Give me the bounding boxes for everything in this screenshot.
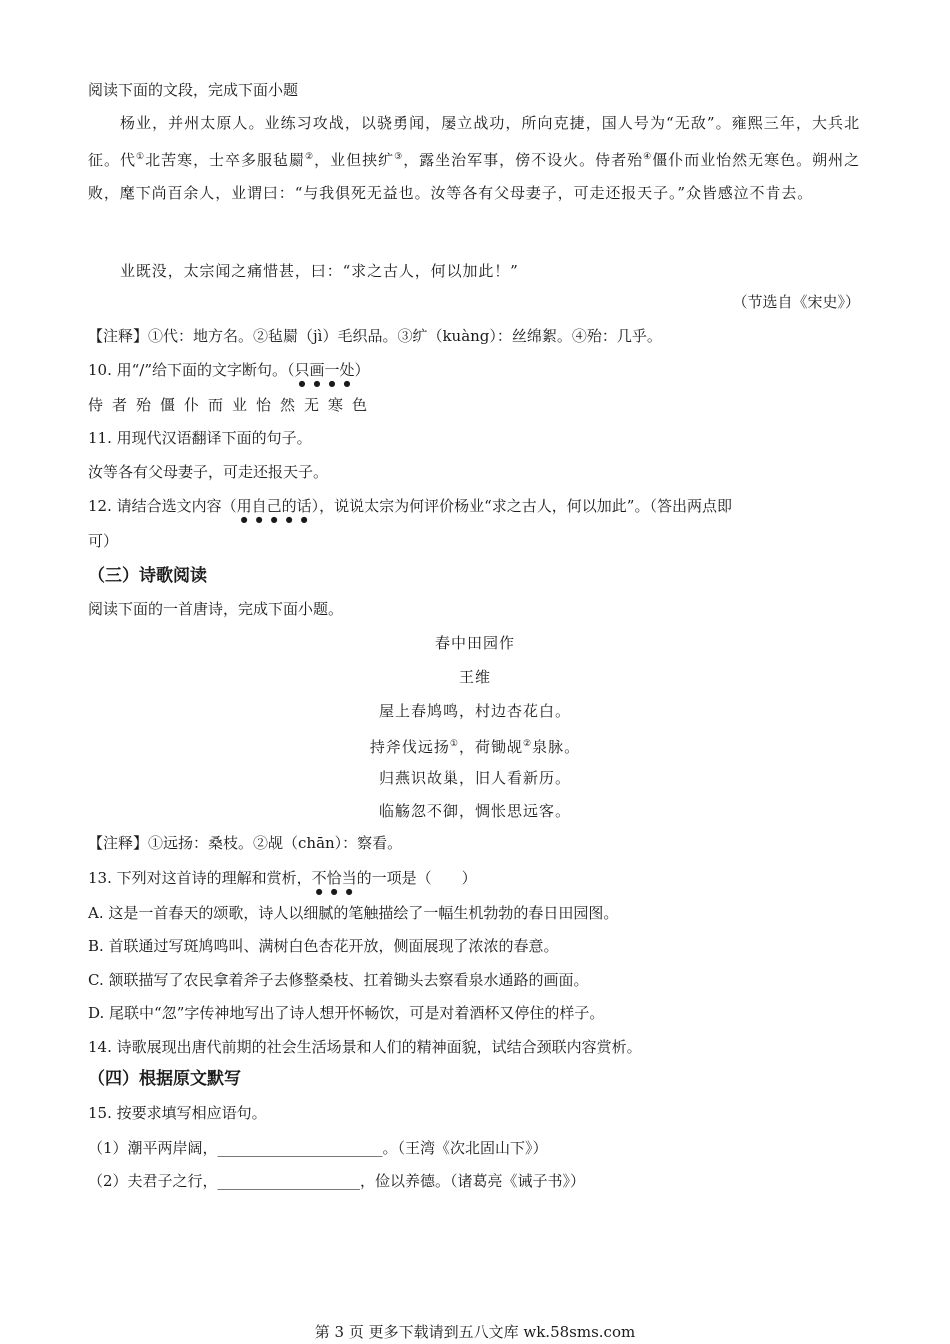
option-d: D. 尾联中“忽”字传神地写出了诗人想开怀畅饮，可是对着酒杯又停住的样子。 xyxy=(88,1004,605,1022)
question-11-text: 汝等各有父母妻子，可走还报天子。 xyxy=(88,463,329,481)
intro-text: 阅读下面的文段，完成下面小题 xyxy=(88,81,299,99)
note-marker: ② xyxy=(305,151,315,162)
poem-line-1: 屋上春鸠鸣，村边杏花白。 xyxy=(378,702,571,720)
note-marker: ④ xyxy=(643,151,653,162)
option-a: A. 这是一首春天的颂歌，诗人以细腻的笔触描绘了一幅生机勃勃的春日田园图。 xyxy=(88,904,619,922)
section-heading-dictation: （四）根据原文默写 xyxy=(88,1069,241,1089)
passage-source: （节选自《宋史》） xyxy=(732,293,860,311)
question-15-2: （2）夫君子之行，___________________，俭以养德。（诸葛亮《诫子书》） xyxy=(88,1172,586,1190)
section-heading-poetry: （三）诗歌阅读 xyxy=(88,566,207,586)
question-11: 11. 用现代汉语翻译下面的句子。 xyxy=(88,429,312,447)
note-marker: ② xyxy=(523,739,533,749)
question-13: 13. 下列对这首诗的理解和赏析，不恰当的一项是（ ） xyxy=(88,869,477,887)
option-b: B. 首联通过写斑鸠鸣叫、满树白色杏花开放，侧面展现了浓浓的春意。 xyxy=(88,937,559,955)
passage-paragraph-2: 业既没，太宗闻之痛惜甚，曰：“求之古人，何以加此！” xyxy=(120,262,519,280)
poem-line-3: 归燕识故巢，旧人看新历。 xyxy=(378,769,571,787)
note-marker: ① xyxy=(449,739,459,749)
question-12-cont: 可） xyxy=(88,532,119,550)
poem-title: 春中田园作 xyxy=(434,634,515,652)
emphasis-text: 不恰当 xyxy=(311,869,357,887)
emphasis-text: 用自己的话 xyxy=(236,497,312,515)
question-10: 10. 用“/”给下面的文字断句。（只画一处） xyxy=(88,361,370,379)
poem-line-4: 临觞忽不御，惆怅思远客。 xyxy=(378,802,571,820)
poem-line-2: 持斧伐远扬①，荷锄觇②泉脉。 xyxy=(369,738,581,756)
option-c: C. 颔联描写了农民拿着斧子去修整桑枝、扛着锄头去察看泉水通路的画面。 xyxy=(88,971,589,989)
question-12: 12. 请结合选文内容（用自己的话），说说太宗为何评价杨业“求之古人，何以加此”。（答出两点即 xyxy=(88,497,732,515)
question-10-text: 侍者殆僵仆而业怡然无寒色 xyxy=(88,396,377,414)
emphasis-text: 只画一处 xyxy=(294,361,355,379)
question-15-1: （1）潮平两岸阔，______________________。（王湾《次北固山下》） xyxy=(88,1139,548,1157)
poem-intro: 阅读下面的一首唐诗，完成下面小题。 xyxy=(88,600,344,618)
poem-author: 王维 xyxy=(458,668,491,686)
passage-notes: 【注释】①代：地方名。②毡罽（jì）毛织品。③纩（kuàng）：丝绵絮。④殆：几乎。 xyxy=(88,327,662,345)
page-footer: 第 3 页 更多下载请到五八文库 wk.58sms.com xyxy=(314,1323,636,1341)
question-15: 15. 按要求填写相应语句。 xyxy=(88,1104,267,1122)
poem-notes: 【注释】①远扬：桑枝。②觇（chān）：察看。 xyxy=(88,834,403,852)
question-14: 14. 诗歌展现出唐代前期的社会生活场景和人们的精神面貌，试结合颈联内容赏析。 xyxy=(88,1038,642,1056)
passage-paragraph-1: 杨业，并州太原人。业练习攻战，以骁勇闻，屡立战功，所向克捷，国人号为“无敌”。雍熙三年，大兵北征。代①北苦寒，士卒多服毡罽②，业但挟纩③，露坐治军事，傍不设火。侍者殆④僵仆而业怡然无寒色。朔州之败，麾下尚百余人，业谓曰：“与我俱死无益也。汝等各有父母妻子，可走还报天子。”众皆感泣不肯去。 xyxy=(88,114,861,202)
note-marker: ③ xyxy=(394,151,404,162)
note-marker: ① xyxy=(136,151,146,162)
